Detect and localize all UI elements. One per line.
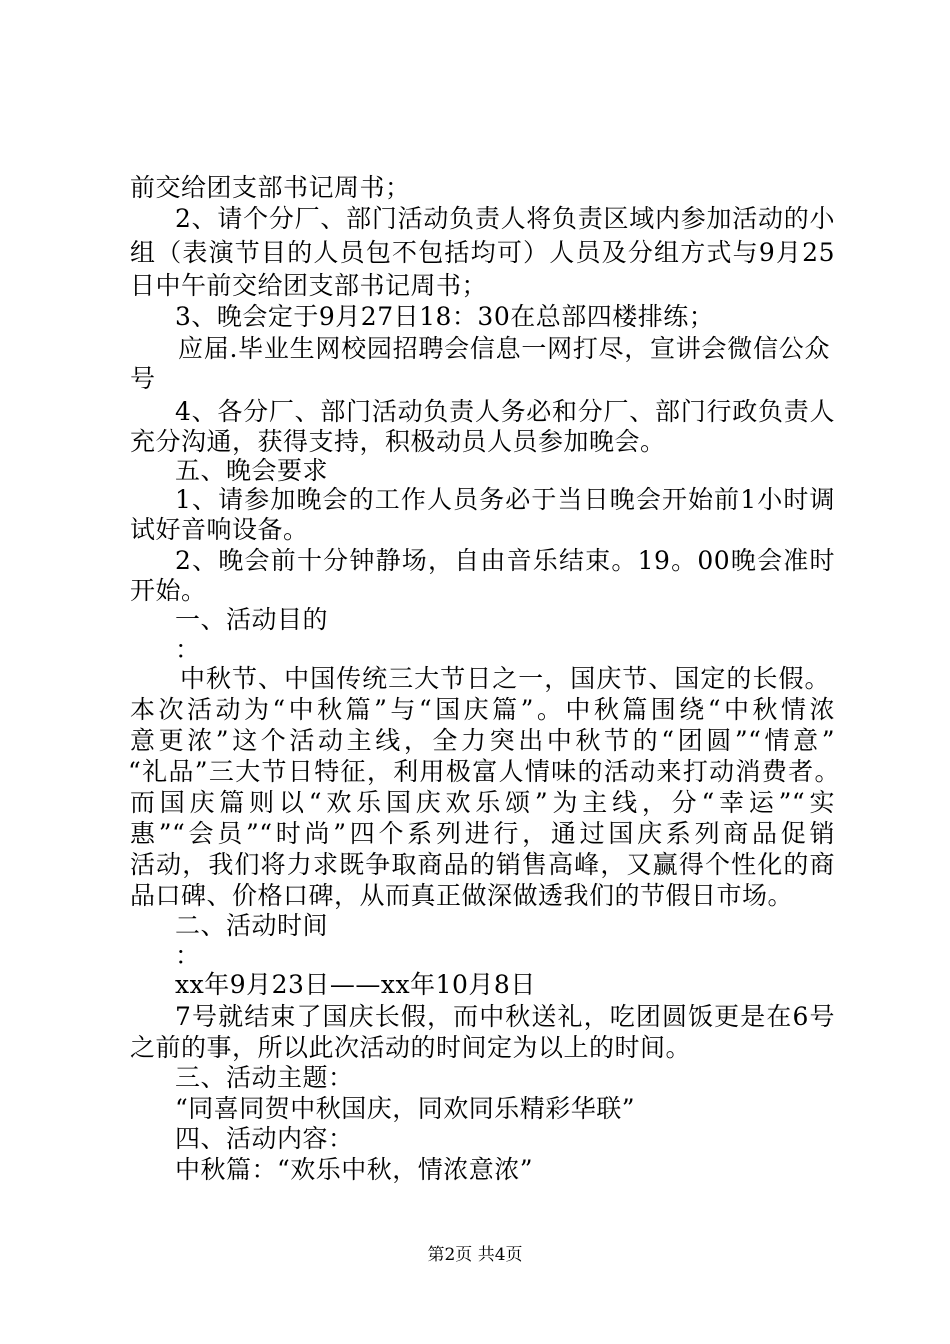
text-line: “同喜同贺中秋国庆，同欢同乐精彩华联”	[175, 1094, 636, 1123]
text-line: 中秋节、中国传统三大节日之一，国庆节、国定的长假。	[180, 664, 830, 693]
text-line: 组（表演节目的人员包不包括均可）人员及分组方式与9月25	[130, 238, 835, 267]
text-line: 惠”“会员”“时尚”四个系列进行，通过国庆系列商品促销	[130, 819, 835, 848]
text-line: 日中午前交给团支部书记周书；	[130, 271, 488, 300]
text-line: ：	[175, 635, 201, 664]
text-line: 7号就结束了国庆长假，而中秋送礼，吃团圆饭更是在6号	[175, 1002, 835, 1031]
text-line: 意更浓”这个活动主线，全力突出中秋节的“团圆”“情意”	[130, 726, 835, 755]
text-line: 应届.毕业生网校园招聘会信息一网打尽，宣讲会微信公众	[178, 334, 830, 363]
section-heading: 一、活动目的	[175, 605, 329, 634]
text-line: 本次活动为“中秋篇”与“国庆篇”。中秋篇围绕“中秋情浓	[130, 695, 835, 724]
section-heading: 三、活动主题：	[175, 1063, 354, 1092]
text-line: 1、请参加晚会的工作人员务必于当日晚会开始前1小时调	[175, 485, 835, 514]
text-line: 品口碑、价格口碑，从而真正做深做透我们的节假日市场。	[130, 881, 794, 910]
text-line: 2、请个分厂、部门活动负责人将负责区域内参加活动的小	[175, 204, 835, 233]
text-line: 而国庆篇则以“欢乐国庆欢乐颂”为主线，分“幸运”“实	[130, 788, 835, 817]
text-line: 活动，我们将力求既争取商品的销售高峰，又赢得个性化的商	[130, 850, 835, 879]
section-heading: 二、活动时间	[175, 911, 329, 940]
section-heading: 五、晚会要求	[175, 456, 329, 485]
text-line: 试好音响设备。	[130, 515, 309, 544]
text-line: 开始。	[130, 576, 207, 605]
text-line: 中秋篇：“欢乐中秋，情浓意浓”	[175, 1155, 534, 1184]
text-line: ：	[175, 941, 201, 970]
text-line: 号	[130, 364, 156, 393]
section-heading: 四、活动内容：	[175, 1124, 354, 1153]
page-footer: 第2页 共4页	[427, 1245, 523, 1265]
text-line: 充分沟通，获得支持，积极动员人员参加晚会。	[130, 427, 666, 456]
text-line: 2、晚会前十分钟静场，自由音乐结束。19。00晚会准时	[175, 546, 835, 575]
text-line: xx年9月23日——xx年10月8日	[175, 970, 536, 999]
text-line: “礼品”三大节日特征，利用极富人情味的活动来打动消费者。	[128, 757, 840, 786]
text-line: 前交给团支部书记周书；	[130, 173, 411, 202]
text-line: 4、各分厂、部门活动负责人务必和分厂、部门行政负责人	[175, 397, 835, 426]
text-line: 3、晚会定于9月27日18：30在总部四楼排练；	[175, 302, 715, 331]
text-line: 之前的事，所以此次活动的时间定为以上的时间。	[130, 1033, 692, 1062]
